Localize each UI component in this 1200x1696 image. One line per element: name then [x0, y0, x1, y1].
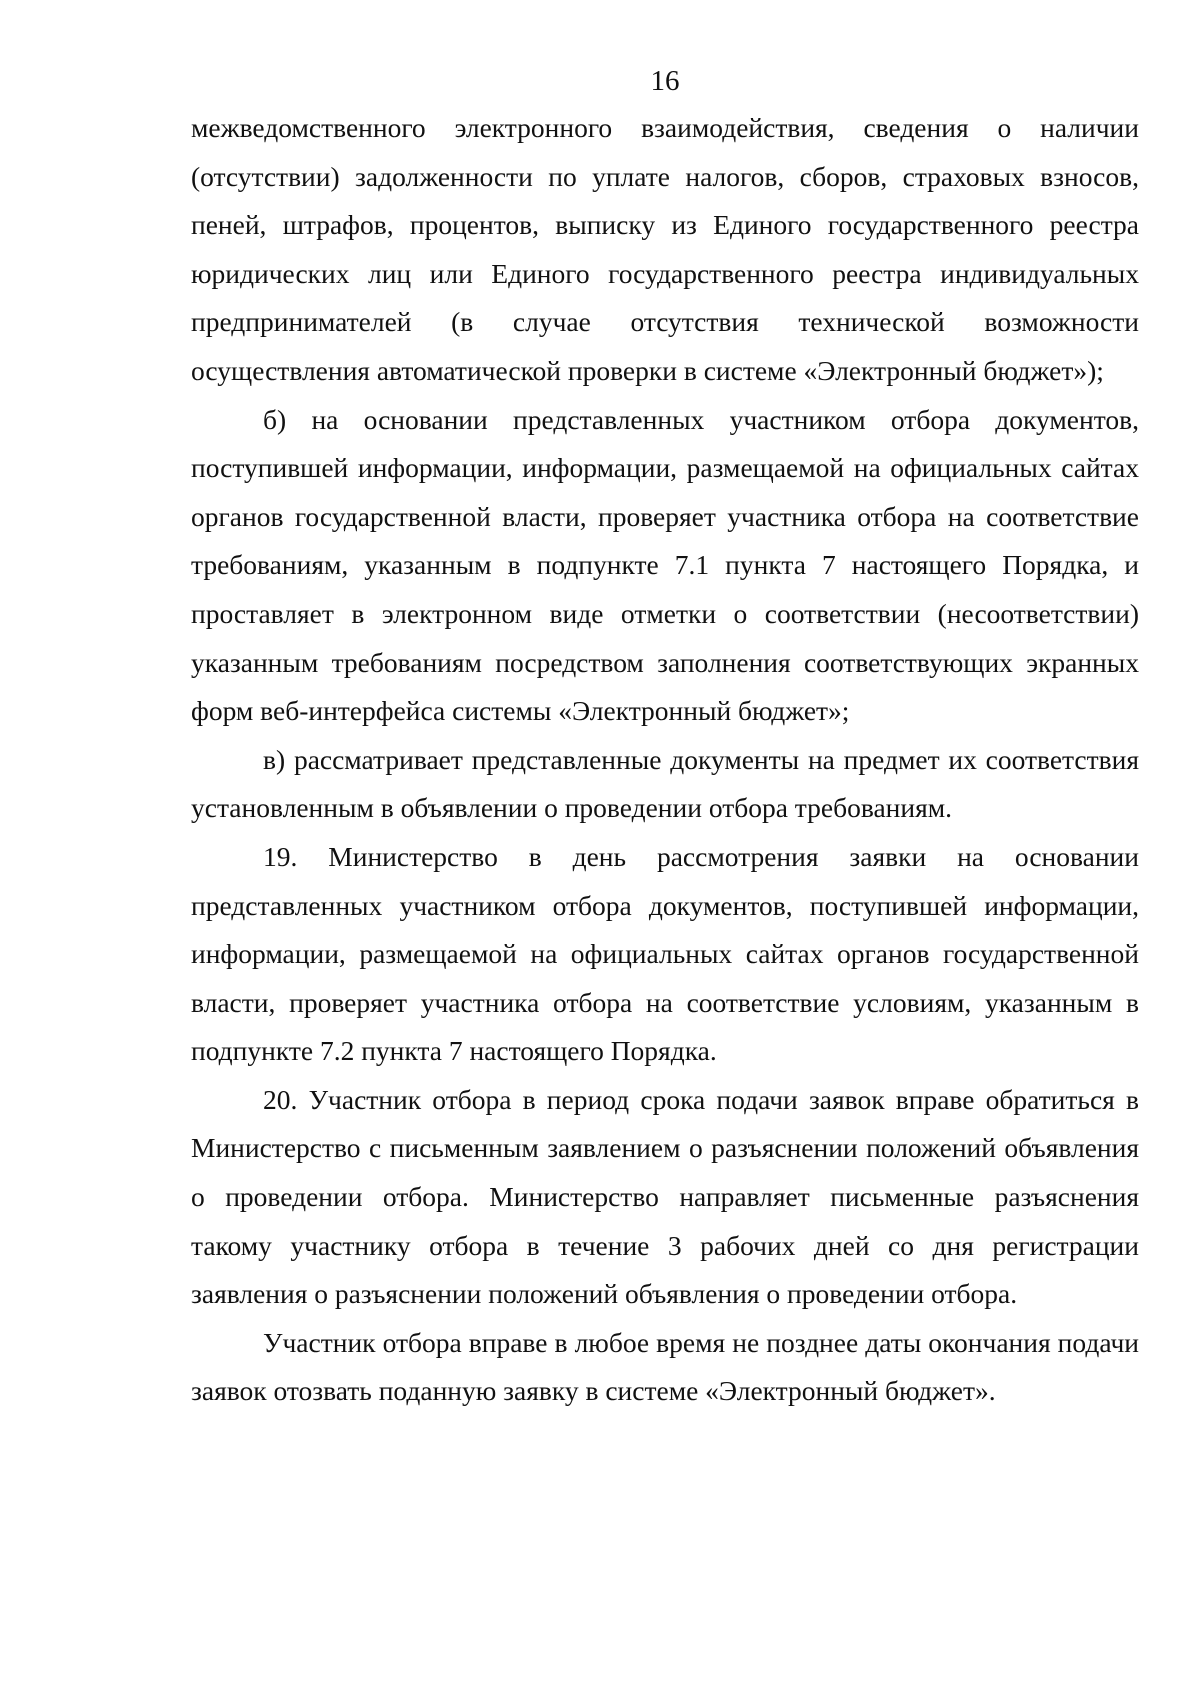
paragraph-clause-20: 20. Участник отбора в период срока подачи заявок вправе обратиться в Министерство с письменным заявлением о разъяснении положений объявления о проведении отбора. Министерство направляет письменные разъяснения такому участнику отбора в течение 3 рабочих дней со дня регистрации заявления о разъяснении положений объявления о проведении отбора. — [191, 1083, 1139, 1310]
paragraph-item-v: в) рассматривает представленные документы на предмет их соответствия установленным в объявлении о проведении отбора требованиям. — [191, 743, 1139, 824]
document-body — [191, 104, 1139, 1416]
paragraph-clause-20-withdraw: Участник отбора вправе в любое время не позднее даты окончания подачи заявок отозвать поданную заявку в системе «Электронный бюджет». — [191, 1326, 1139, 1407]
paragraph-item-b: б) на основании представленных участником отбора документов, поступившей информации, информации, размещаемой на официальных сайтах органов государственной власти, проверяет участника отбора на соответствие требованиям, указанным в подпункте 7.1 пункта 7 настоящего Порядка, и проставляет в электронном виде отметки о соответствии (несоответствии) указанным требованиям посредством заполнения соответствующих экранных форм веб-интерфейса системы «Электронный бюджет»; — [191, 403, 1139, 727]
paragraph-clause-19: 19. Министерство в день рассмотрения заявки на основании представленных участником отбора документов, поступившей информации, информации, размещаемой на официальных сайтах органов государственной власти, проверяет участника отбора на соответствие условиям, указанным в подпункте 7.2 пункта 7 настоящего Порядка. — [191, 840, 1139, 1067]
page-number: 16 — [650, 65, 680, 97]
paragraph-continuation: межведомственного электронного взаимодействия, сведения о наличии (отсутствии) задолженности по уплате налогов, сборов, страховых взносов, пеней, штрафов, процентов, выписку из Единого государственного реестра юридических лиц или Единого государственного реестра индивидуальных предпринимателей (в случае отсутствия технической возможности осуществления автоматической проверки в системе «Электронный бюджет»); — [191, 112, 1139, 386]
